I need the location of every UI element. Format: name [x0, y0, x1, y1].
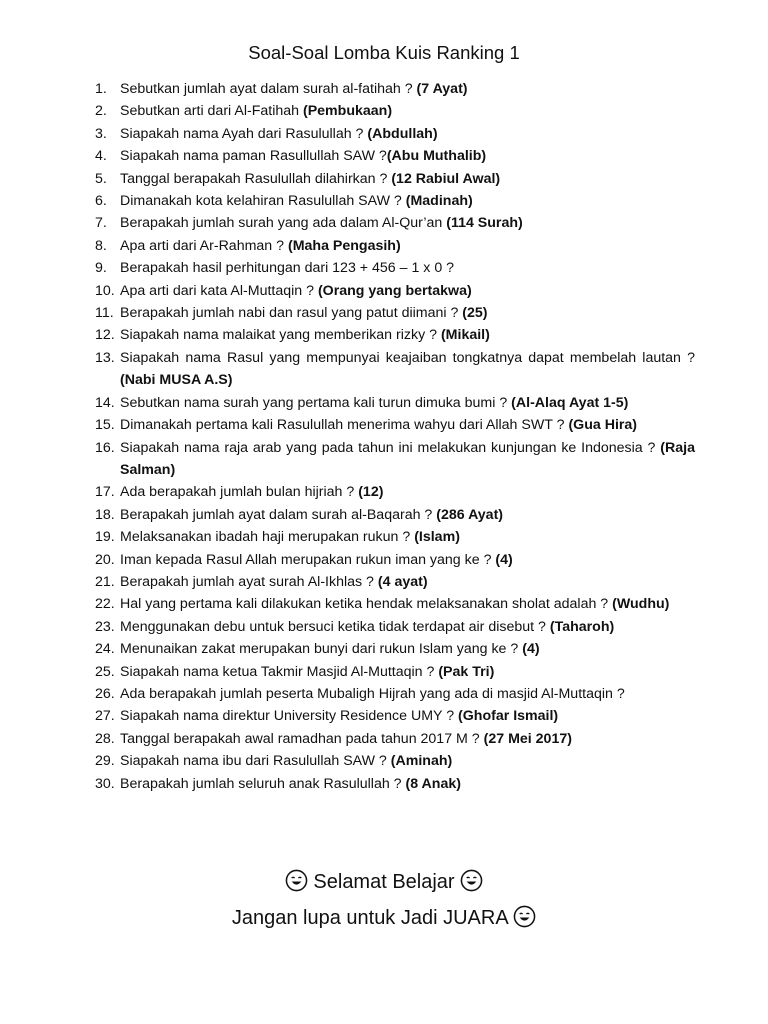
- question-number: 18.: [95, 506, 115, 523]
- question-text: Tanggal berapakah Rasulullah dilahirkan ?: [120, 170, 392, 187]
- question-number: 7.: [95, 215, 107, 232]
- question-text: Berapakah jumlah surah yang ada dalam Al-Qur’an: [120, 215, 447, 232]
- question-answer: (7 Ayat): [416, 81, 468, 97]
- question-item: [95, 78, 695, 100]
- question-item: [95, 549, 695, 571]
- question-text: Ada berapakah jumlah peserta Mubaligh Hijrah yang ada di masjid Al-Muttaqin ?: [120, 685, 625, 702]
- question-item: [95, 616, 695, 638]
- question-text: Sebutkan arti dari Al-Fatihah: [120, 103, 303, 120]
- question-number: 12.: [95, 327, 115, 344]
- question-answer: (Wudhu): [612, 596, 670, 613]
- question-item: [95, 235, 695, 257]
- question-answer: (12): [358, 484, 384, 501]
- question-text: Berapakah hasil perhitungan dari 123 + 456 – 1 x 0 ?: [120, 260, 455, 277]
- question-item: [95, 437, 695, 482]
- question-answer: (8 Anak): [405, 775, 461, 792]
- question-text: Ada berapakah jumlah bulan hijriah ?: [120, 484, 359, 501]
- question-text: Siapakah nama paman Rasullullah SAW ?: [120, 148, 387, 165]
- question-number: 20.: [95, 551, 115, 568]
- page-title: Soal-Soal Lomba Kuis Ranking 1: [248, 42, 520, 63]
- question-text: Apa arti dari kata Al-Muttaqin ?: [120, 282, 318, 299]
- question-answer: (Pak Tri): [438, 663, 495, 680]
- question-number: 3.: [95, 125, 107, 142]
- question-text: Dimanakah pertama kali Rasulullah menerima wahyu dari Allah SWT ?: [120, 417, 569, 434]
- question-item: [95, 683, 695, 705]
- question-text: Siapakah nama Rasul yang mempunyai keajaiban tongkatnya dapat membelah lautan ?: [120, 349, 695, 366]
- question-answer: (Mikail): [440, 327, 490, 344]
- question-number: 17.: [95, 484, 115, 501]
- question-number: 22.: [95, 596, 115, 613]
- question-number: 2.: [95, 103, 107, 120]
- closing-text-2: Jangan lupa untuk Jadi JUARA: [231, 907, 508, 929]
- question-text: Tanggal berapakah awal ramadhan pada tahun 2017 M ?: [120, 730, 484, 747]
- closing-line-1: [0, 866, 768, 898]
- question-answer: (Aminah): [390, 753, 453, 770]
- question-answer: (Maha Pengasih): [287, 237, 401, 254]
- question-item: [95, 593, 695, 615]
- smiley-face-icon: [460, 869, 483, 892]
- question-text: Siapakah nama ibu dari Rasulullah SAW ?: [120, 753, 391, 770]
- question-item: [95, 504, 695, 526]
- question-text: Siapakah nama direktur University Residence UMY ?: [120, 708, 459, 725]
- question-item: [95, 728, 695, 750]
- question-answer: (Taharoh): [549, 618, 615, 635]
- question-number: 25.: [95, 663, 115, 680]
- question-item: [95, 212, 695, 234]
- question-item: [95, 638, 695, 660]
- question-item: [95, 257, 695, 279]
- question-number: 14.: [95, 394, 115, 411]
- question-answer: (Madinah): [405, 193, 473, 210]
- question-item: [95, 280, 695, 302]
- question-number: 23.: [95, 618, 115, 635]
- question-answer: (Abu Muthalib): [386, 148, 487, 165]
- question-text: Berapakah jumlah seluruh anak Rasulullah ?: [120, 775, 406, 792]
- question-item: [95, 123, 695, 145]
- question-answer: (286 Ayat): [436, 506, 504, 523]
- question-item: [95, 526, 695, 548]
- question-item: [95, 481, 695, 503]
- question-answer: (Al-Alaq Ayat 1-5): [511, 394, 629, 411]
- question-number: 27.: [95, 708, 115, 725]
- question-answer: (Abdullah): [367, 125, 438, 142]
- question-text: Melaksanakan ibadah haji merupakan rukun ?: [120, 529, 415, 546]
- question-number: 30.: [95, 775, 115, 792]
- question-item: [95, 145, 695, 167]
- question-answer: (4 ayat): [377, 573, 428, 590]
- question-answer: (12 Rabiul Awal): [391, 170, 501, 187]
- question-answer: (4): [495, 551, 513, 568]
- question-item: [95, 100, 695, 122]
- question-number: 24.: [95, 641, 115, 658]
- question-item: [95, 324, 695, 346]
- question-item: [95, 705, 695, 727]
- question-text: Apa arti dari Ar-Rahman ?: [120, 237, 288, 254]
- question-text: Berapakah jumlah nabi dan rasul yang patut diimani ?: [120, 305, 463, 322]
- question-answer: (27 Mei 2017): [483, 730, 572, 747]
- smiley-face-icon: [513, 905, 536, 928]
- closing-text-1: Selamat Belajar: [313, 871, 455, 893]
- question-number: 5.: [95, 170, 107, 187]
- question-number: 8.: [95, 237, 107, 254]
- question-list: [95, 78, 695, 795]
- question-item: [95, 414, 695, 436]
- question-item: [95, 347, 695, 392]
- question-number: 13.: [95, 349, 115, 366]
- question-number: 4.: [95, 148, 107, 165]
- question-answer: (Nabi MUSA A.S): [120, 372, 233, 389]
- question-number: 15.: [95, 417, 115, 434]
- question-text: Sebutkan jumlah ayat dalam surah al-fatihah ?: [120, 81, 417, 97]
- question-number: 29.: [95, 753, 115, 770]
- question-answer: (25): [462, 305, 488, 322]
- question-number: 1.: [95, 81, 107, 97]
- question-item: [95, 168, 695, 190]
- question-text: Sebutkan nama surah yang pertama kali turun dimuka bumi ?: [120, 394, 512, 411]
- question-answer: (Islam): [414, 529, 460, 546]
- smiley-face-icon: [285, 869, 308, 892]
- question-text: Menunaikan zakat merupakan bunyi dari rukun Islam yang ke ?: [120, 641, 523, 658]
- question-text: Siapakah nama malaikat yang memberikan rizky ?: [120, 327, 441, 344]
- question-text: Iman kepada Rasul Allah merupakan rukun iman yang ke ?: [120, 551, 496, 568]
- question-number: 26.: [95, 685, 115, 702]
- question-text: Dimanakah kota kelahiran Rasulullah SAW ?: [120, 193, 406, 210]
- question-text: Berapakah jumlah ayat surah Al-Ikhlas ?: [120, 573, 378, 590]
- question-answer: (Orang yang bertakwa): [317, 282, 472, 299]
- question-item: [95, 392, 695, 414]
- question-text: Berapakah jumlah ayat dalam surah al-Baqarah ?: [120, 506, 437, 523]
- question-answer: (Raja Salman): [120, 439, 695, 478]
- question-item: [95, 750, 695, 772]
- question-text: Hal yang pertama kali dilakukan ketika hendak melaksanakan sholat adalah ?: [120, 596, 613, 613]
- question-number: 11.: [95, 305, 114, 322]
- question-answer: (Pembukaan): [302, 103, 393, 120]
- closing-line-2: [0, 902, 768, 934]
- question-item: [95, 571, 695, 593]
- question-number: 9.: [95, 260, 107, 277]
- question-number: 19.: [95, 529, 115, 546]
- question-item: [95, 661, 695, 683]
- question-answer: (114 Surah): [446, 215, 523, 232]
- question-item: [95, 773, 695, 795]
- question-answer: (4): [522, 641, 540, 658]
- question-text: Siapakah nama ketua Takmir Masjid Al-Muttaqin ?: [120, 663, 439, 680]
- question-number: 21.: [95, 573, 115, 590]
- question-number: 16.: [95, 439, 115, 456]
- question-number: 10.: [95, 282, 115, 299]
- question-item: [95, 302, 695, 324]
- question-item: [95, 190, 695, 212]
- question-text: Siapakah nama raja arab yang pada tahun ini melakukan kunjungan ke Indonesia ?: [120, 439, 661, 456]
- question-text: Menggunakan debu untuk bersuci ketika tidak terdapat air disebut ?: [120, 618, 550, 635]
- question-answer: (Gua Hira): [568, 417, 638, 434]
- question-number: 6.: [95, 193, 107, 210]
- question-number: 28.: [95, 730, 115, 747]
- question-text: Siapakah nama Ayah dari Rasulullah ?: [120, 125, 368, 142]
- question-answer: (Ghofar Ismail): [458, 708, 559, 725]
